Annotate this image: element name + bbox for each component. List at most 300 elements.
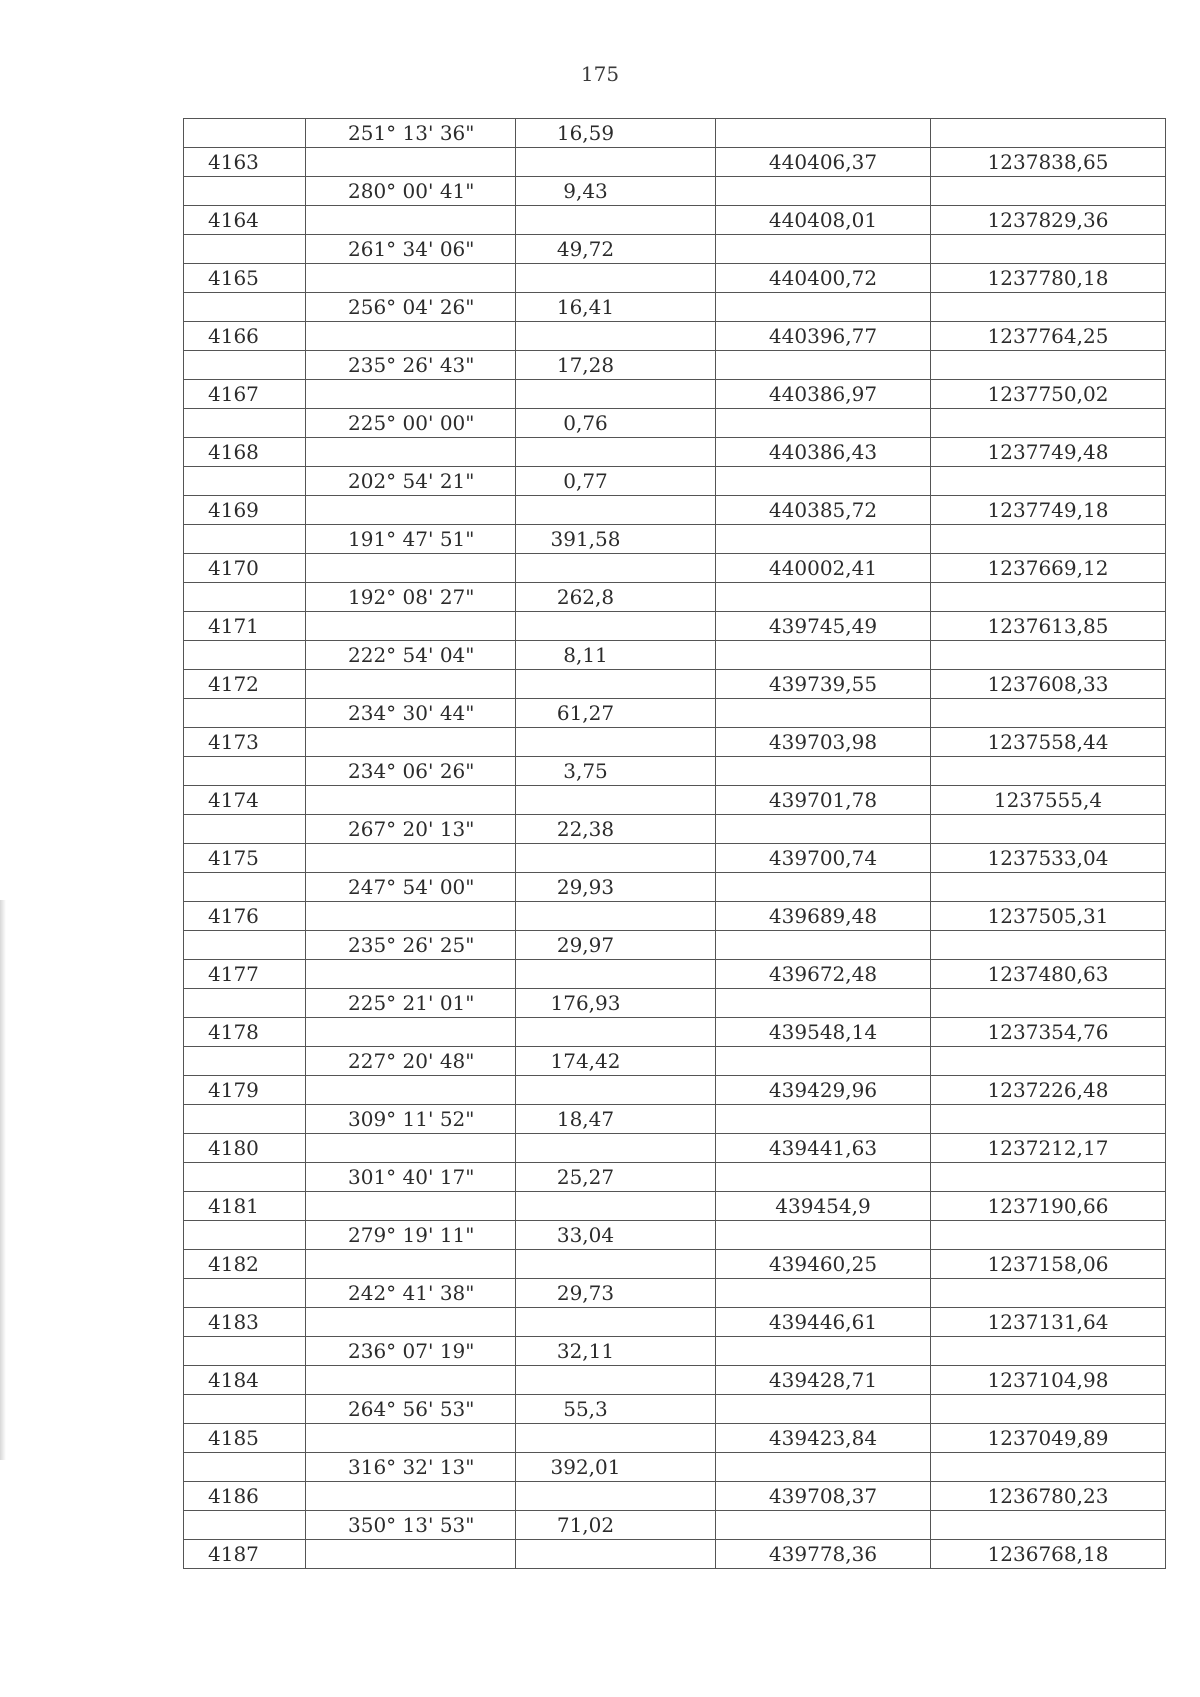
point-number-cell: 4171	[184, 612, 306, 641]
point-number-cell	[184, 1047, 306, 1076]
table-row	[184, 409, 1166, 438]
distance-cell	[516, 1192, 716, 1221]
table-row	[184, 815, 1166, 844]
x-coordinate-cell: 440385,72	[716, 496, 931, 525]
point-number-cell	[184, 177, 306, 206]
table-row	[184, 699, 1166, 728]
distance-cell: 0,77	[516, 467, 716, 496]
bearing-angle-cell: 192° 08' 27"	[306, 583, 516, 612]
bearing-angle-cell	[306, 670, 516, 699]
y-coordinate-cell	[931, 815, 1166, 844]
bearing-angle-cell: 301° 40' 17"	[306, 1163, 516, 1192]
bearing-angle-cell: 236° 07' 19"	[306, 1337, 516, 1366]
distance-cell	[516, 1424, 716, 1453]
y-coordinate-cell	[931, 699, 1166, 728]
point-number-cell: 4187	[184, 1540, 306, 1569]
table-row	[184, 1105, 1166, 1134]
distance-cell	[516, 206, 716, 235]
table-row	[184, 438, 1166, 467]
x-coordinate-cell	[716, 293, 931, 322]
table-row	[184, 1047, 1166, 1076]
bearing-angle-cell: 279° 19' 11"	[306, 1221, 516, 1250]
x-coordinate-cell	[716, 1511, 931, 1540]
table-row	[184, 844, 1166, 873]
point-number-cell: 4168	[184, 438, 306, 467]
distance-cell: 29,93	[516, 873, 716, 902]
bearing-angle-cell	[306, 960, 516, 989]
coordinate-table	[183, 118, 1166, 1569]
bearing-angle-cell	[306, 206, 516, 235]
bearing-angle-cell: 235° 26' 25"	[306, 931, 516, 960]
table-row	[184, 1511, 1166, 1540]
y-coordinate-cell: 1237480,63	[931, 960, 1166, 989]
bearing-angle-cell	[306, 264, 516, 293]
y-coordinate-cell	[931, 873, 1166, 902]
bearing-angle-cell: 261° 34' 06"	[306, 235, 516, 264]
table-row	[184, 1250, 1166, 1279]
x-coordinate-cell	[716, 815, 931, 844]
table-row	[184, 583, 1166, 612]
x-coordinate-cell: 439739,55	[716, 670, 931, 699]
y-coordinate-cell	[931, 525, 1166, 554]
distance-cell: 16,41	[516, 293, 716, 322]
y-coordinate-cell	[931, 1453, 1166, 1482]
distance-cell	[516, 1076, 716, 1105]
distance-cell: 22,38	[516, 815, 716, 844]
bearing-angle-cell: 222° 54' 04"	[306, 641, 516, 670]
table-row	[184, 960, 1166, 989]
x-coordinate-cell	[716, 1047, 931, 1076]
y-coordinate-cell	[931, 1221, 1166, 1250]
bearing-angle-cell: 280° 00' 41"	[306, 177, 516, 206]
x-coordinate-cell: 439460,25	[716, 1250, 931, 1279]
y-coordinate-cell	[931, 467, 1166, 496]
table-row	[184, 467, 1166, 496]
point-number-cell: 4176	[184, 902, 306, 931]
table-row	[184, 322, 1166, 351]
y-coordinate-cell	[931, 641, 1166, 670]
x-coordinate-cell	[716, 641, 931, 670]
bearing-angle-cell	[306, 1482, 516, 1511]
table-row	[184, 554, 1166, 583]
point-number-cell	[184, 409, 306, 438]
table-row	[184, 206, 1166, 235]
distance-cell	[516, 496, 716, 525]
bearing-angle-cell	[306, 380, 516, 409]
bearing-angle-cell	[306, 786, 516, 815]
table-row	[184, 1337, 1166, 1366]
bearing-angle-cell	[306, 1366, 516, 1395]
x-coordinate-cell	[716, 757, 931, 786]
x-coordinate-cell: 440400,72	[716, 264, 931, 293]
bearing-angle-cell: 267° 20' 13"	[306, 815, 516, 844]
x-coordinate-cell: 439428,71	[716, 1366, 931, 1395]
bearing-angle-cell: 235° 26' 43"	[306, 351, 516, 380]
x-coordinate-cell: 439701,78	[716, 786, 931, 815]
x-coordinate-cell: 440002,41	[716, 554, 931, 583]
x-coordinate-cell	[716, 525, 931, 554]
table-row	[184, 1018, 1166, 1047]
y-coordinate-cell	[931, 1047, 1166, 1076]
x-coordinate-cell	[716, 1453, 931, 1482]
x-coordinate-cell	[716, 699, 931, 728]
y-coordinate-cell: 1237533,04	[931, 844, 1166, 873]
x-coordinate-cell: 440406,37	[716, 148, 931, 177]
bearing-angle-cell	[306, 1076, 516, 1105]
point-number-cell: 4179	[184, 1076, 306, 1105]
bearing-angle-cell	[306, 612, 516, 641]
y-coordinate-cell	[931, 409, 1166, 438]
y-coordinate-cell	[931, 351, 1166, 380]
x-coordinate-cell: 439778,36	[716, 1540, 931, 1569]
y-coordinate-cell	[931, 293, 1166, 322]
y-coordinate-cell: 1237750,02	[931, 380, 1166, 409]
x-coordinate-cell	[716, 583, 931, 612]
table-row	[184, 148, 1166, 177]
table-row	[184, 235, 1166, 264]
point-number-cell: 4169	[184, 496, 306, 525]
x-coordinate-cell	[716, 119, 931, 148]
table-row	[184, 1221, 1166, 1250]
table-row	[184, 1308, 1166, 1337]
y-coordinate-cell: 1237608,33	[931, 670, 1166, 699]
bearing-angle-cell	[306, 1250, 516, 1279]
bearing-angle-cell: 242° 41' 38"	[306, 1279, 516, 1308]
table-row	[184, 1453, 1166, 1482]
distance-cell: 61,27	[516, 699, 716, 728]
y-coordinate-cell: 1237613,85	[931, 612, 1166, 641]
x-coordinate-cell: 439700,74	[716, 844, 931, 873]
distance-cell: 32,11	[516, 1337, 716, 1366]
bearing-angle-cell: 225° 00' 00"	[306, 409, 516, 438]
bearing-angle-cell	[306, 148, 516, 177]
y-coordinate-cell: 1237354,76	[931, 1018, 1166, 1047]
table-row	[184, 902, 1166, 931]
x-coordinate-cell: 440386,97	[716, 380, 931, 409]
point-number-cell	[184, 931, 306, 960]
bearing-angle-cell: 309° 11' 52"	[306, 1105, 516, 1134]
y-coordinate-cell: 1237558,44	[931, 728, 1166, 757]
y-coordinate-cell	[931, 119, 1166, 148]
x-coordinate-cell: 439454,9	[716, 1192, 931, 1221]
point-number-cell: 4184	[184, 1366, 306, 1395]
bearing-angle-cell	[306, 1134, 516, 1163]
y-coordinate-cell	[931, 177, 1166, 206]
distance-cell	[516, 728, 716, 757]
x-coordinate-cell	[716, 989, 931, 1018]
distance-cell	[516, 1134, 716, 1163]
y-coordinate-cell	[931, 235, 1166, 264]
x-coordinate-cell: 440386,43	[716, 438, 931, 467]
point-number-cell	[184, 1105, 306, 1134]
point-number-cell	[184, 757, 306, 786]
table-row	[184, 525, 1166, 554]
bearing-angle-cell	[306, 728, 516, 757]
x-coordinate-cell	[716, 1163, 931, 1192]
distance-cell: 16,59	[516, 119, 716, 148]
distance-cell	[516, 960, 716, 989]
y-coordinate-cell	[931, 583, 1166, 612]
bearing-angle-cell	[306, 902, 516, 931]
x-coordinate-cell: 439441,63	[716, 1134, 931, 1163]
bearing-angle-cell	[306, 438, 516, 467]
x-coordinate-cell	[716, 235, 931, 264]
point-number-cell: 4180	[184, 1134, 306, 1163]
point-number-cell	[184, 989, 306, 1018]
distance-cell: 55,3	[516, 1395, 716, 1424]
distance-cell: 18,47	[516, 1105, 716, 1134]
distance-cell: 8,11	[516, 641, 716, 670]
point-number-cell: 4172	[184, 670, 306, 699]
table-row	[184, 380, 1166, 409]
point-number-cell	[184, 525, 306, 554]
point-number-cell: 4186	[184, 1482, 306, 1511]
distance-cell: 174,42	[516, 1047, 716, 1076]
distance-cell	[516, 1308, 716, 1337]
table-row	[184, 1482, 1166, 1511]
point-number-cell: 4174	[184, 786, 306, 815]
table-row	[184, 1424, 1166, 1453]
table-row	[184, 119, 1166, 148]
x-coordinate-cell	[716, 177, 931, 206]
x-coordinate-cell	[716, 409, 931, 438]
x-coordinate-cell: 440408,01	[716, 206, 931, 235]
point-number-cell	[184, 467, 306, 496]
table-row	[184, 293, 1166, 322]
y-coordinate-cell: 1236780,23	[931, 1482, 1166, 1511]
table-row	[184, 496, 1166, 525]
x-coordinate-cell: 439423,84	[716, 1424, 931, 1453]
bearing-angle-cell	[306, 1192, 516, 1221]
x-coordinate-cell: 439672,48	[716, 960, 931, 989]
point-number-cell: 4178	[184, 1018, 306, 1047]
y-coordinate-cell: 1237049,89	[931, 1424, 1166, 1453]
point-number-cell	[184, 699, 306, 728]
distance-cell: 29,97	[516, 931, 716, 960]
x-coordinate-cell	[716, 1105, 931, 1134]
point-number-cell: 4164	[184, 206, 306, 235]
x-coordinate-cell: 439689,48	[716, 902, 931, 931]
distance-cell	[516, 1018, 716, 1047]
table-row	[184, 177, 1166, 206]
x-coordinate-cell	[716, 1221, 931, 1250]
point-number-cell	[184, 583, 306, 612]
x-coordinate-cell	[716, 1279, 931, 1308]
point-number-cell	[184, 1395, 306, 1424]
table-row	[184, 612, 1166, 641]
bearing-angle-cell	[306, 1308, 516, 1337]
distance-cell	[516, 438, 716, 467]
bearing-angle-cell: 202° 54' 21"	[306, 467, 516, 496]
distance-cell	[516, 1540, 716, 1569]
distance-cell	[516, 554, 716, 583]
x-coordinate-cell: 439708,37	[716, 1482, 931, 1511]
x-coordinate-cell	[716, 467, 931, 496]
distance-cell: 49,72	[516, 235, 716, 264]
y-coordinate-cell: 1237226,48	[931, 1076, 1166, 1105]
y-coordinate-cell: 1237829,36	[931, 206, 1166, 235]
y-coordinate-cell	[931, 931, 1166, 960]
y-coordinate-cell	[931, 1511, 1166, 1540]
bearing-angle-cell	[306, 1018, 516, 1047]
bearing-angle-cell: 227° 20' 48"	[306, 1047, 516, 1076]
point-number-cell	[184, 1221, 306, 1250]
point-number-cell: 4175	[184, 844, 306, 873]
point-number-cell: 4173	[184, 728, 306, 757]
x-coordinate-cell: 439429,96	[716, 1076, 931, 1105]
point-number-cell	[184, 1453, 306, 1482]
table-row	[184, 989, 1166, 1018]
y-coordinate-cell	[931, 1105, 1166, 1134]
y-coordinate-cell	[931, 989, 1166, 1018]
distance-cell: 0,76	[516, 409, 716, 438]
distance-cell: 71,02	[516, 1511, 716, 1540]
point-number-cell: 4170	[184, 554, 306, 583]
bearing-angle-cell	[306, 1540, 516, 1569]
x-coordinate-cell	[716, 931, 931, 960]
bearing-angle-cell	[306, 496, 516, 525]
table-row	[184, 670, 1166, 699]
distance-cell: 391,58	[516, 525, 716, 554]
y-coordinate-cell	[931, 1163, 1166, 1192]
y-coordinate-cell: 1237764,25	[931, 322, 1166, 351]
distance-cell	[516, 264, 716, 293]
distance-cell: 25,27	[516, 1163, 716, 1192]
table-row	[184, 1192, 1166, 1221]
y-coordinate-cell: 1236768,18	[931, 1540, 1166, 1569]
bearing-angle-cell: 247° 54' 00"	[306, 873, 516, 902]
table-row	[184, 873, 1166, 902]
x-coordinate-cell	[716, 1395, 931, 1424]
table-row	[184, 931, 1166, 960]
point-number-cell	[184, 873, 306, 902]
y-coordinate-cell: 1237158,06	[931, 1250, 1166, 1279]
bearing-angle-cell	[306, 322, 516, 351]
bearing-angle-cell: 264° 56' 53"	[306, 1395, 516, 1424]
point-number-cell: 4182	[184, 1250, 306, 1279]
y-coordinate-cell: 1237104,98	[931, 1366, 1166, 1395]
distance-cell	[516, 1366, 716, 1395]
x-coordinate-cell	[716, 1337, 931, 1366]
distance-cell: 3,75	[516, 757, 716, 786]
distance-cell	[516, 322, 716, 351]
y-coordinate-cell: 1237555,4	[931, 786, 1166, 815]
x-coordinate-cell: 439446,61	[716, 1308, 931, 1337]
point-number-cell: 4163	[184, 148, 306, 177]
bearing-angle-cell: 316° 32' 13"	[306, 1453, 516, 1482]
distance-cell: 17,28	[516, 351, 716, 380]
x-coordinate-cell	[716, 873, 931, 902]
table-row	[184, 1395, 1166, 1424]
point-number-cell: 4183	[184, 1308, 306, 1337]
y-coordinate-cell	[931, 1337, 1166, 1366]
bearing-angle-cell: 350° 13' 53"	[306, 1511, 516, 1540]
bearing-angle-cell: 251° 13' 36"	[306, 119, 516, 148]
coordinate-table-body	[184, 119, 1166, 1569]
x-coordinate-cell	[716, 351, 931, 380]
y-coordinate-cell: 1237505,31	[931, 902, 1166, 931]
table-row	[184, 1163, 1166, 1192]
page-number: 175	[580, 62, 620, 86]
distance-cell: 29,73	[516, 1279, 716, 1308]
bearing-angle-cell	[306, 554, 516, 583]
point-number-cell: 4165	[184, 264, 306, 293]
distance-cell	[516, 670, 716, 699]
table-row	[184, 351, 1166, 380]
y-coordinate-cell	[931, 1395, 1166, 1424]
point-number-cell	[184, 1279, 306, 1308]
point-number-cell: 4181	[184, 1192, 306, 1221]
bearing-angle-cell	[306, 1424, 516, 1453]
x-coordinate-cell: 439703,98	[716, 728, 931, 757]
y-coordinate-cell: 1237190,66	[931, 1192, 1166, 1221]
point-number-cell	[184, 1511, 306, 1540]
point-number-cell: 4185	[184, 1424, 306, 1453]
distance-cell	[516, 844, 716, 873]
bearing-angle-cell: 225° 21' 01"	[306, 989, 516, 1018]
point-number-cell	[184, 1163, 306, 1192]
table-row	[184, 264, 1166, 293]
distance-cell: 9,43	[516, 177, 716, 206]
point-number-cell: 4167	[184, 380, 306, 409]
point-number-cell	[184, 1337, 306, 1366]
bearing-angle-cell: 234° 06' 26"	[306, 757, 516, 786]
table-row	[184, 641, 1166, 670]
y-coordinate-cell: 1237838,65	[931, 148, 1166, 177]
table-row	[184, 1540, 1166, 1569]
distance-cell	[516, 902, 716, 931]
bearing-angle-cell: 256° 04' 26"	[306, 293, 516, 322]
table-row	[184, 757, 1166, 786]
table-row	[184, 1134, 1166, 1163]
distance-cell	[516, 786, 716, 815]
point-number-cell	[184, 293, 306, 322]
table-row	[184, 786, 1166, 815]
point-number-cell	[184, 815, 306, 844]
table-row	[184, 728, 1166, 757]
y-coordinate-cell	[931, 1279, 1166, 1308]
y-coordinate-cell: 1237780,18	[931, 264, 1166, 293]
distance-cell	[516, 380, 716, 409]
point-number-cell: 4166	[184, 322, 306, 351]
x-coordinate-cell: 439548,14	[716, 1018, 931, 1047]
y-coordinate-cell	[931, 757, 1166, 786]
distance-cell	[516, 1482, 716, 1511]
bearing-angle-cell: 191° 47' 51"	[306, 525, 516, 554]
scan-shadow-edge	[0, 900, 6, 1460]
y-coordinate-cell: 1237669,12	[931, 554, 1166, 583]
table-row	[184, 1279, 1166, 1308]
distance-cell: 262,8	[516, 583, 716, 612]
bearing-angle-cell: 234° 30' 44"	[306, 699, 516, 728]
bearing-angle-cell	[306, 844, 516, 873]
distance-cell	[516, 1250, 716, 1279]
point-number-cell	[184, 119, 306, 148]
x-coordinate-cell: 440396,77	[716, 322, 931, 351]
table-row	[184, 1076, 1166, 1105]
distance-cell: 33,04	[516, 1221, 716, 1250]
distance-cell	[516, 148, 716, 177]
point-number-cell	[184, 351, 306, 380]
distance-cell: 176,93	[516, 989, 716, 1018]
distance-cell: 392,01	[516, 1453, 716, 1482]
point-number-cell	[184, 235, 306, 264]
table-row	[184, 1366, 1166, 1395]
point-number-cell: 4177	[184, 960, 306, 989]
distance-cell	[516, 612, 716, 641]
y-coordinate-cell: 1237749,48	[931, 438, 1166, 467]
x-coordinate-cell: 439745,49	[716, 612, 931, 641]
